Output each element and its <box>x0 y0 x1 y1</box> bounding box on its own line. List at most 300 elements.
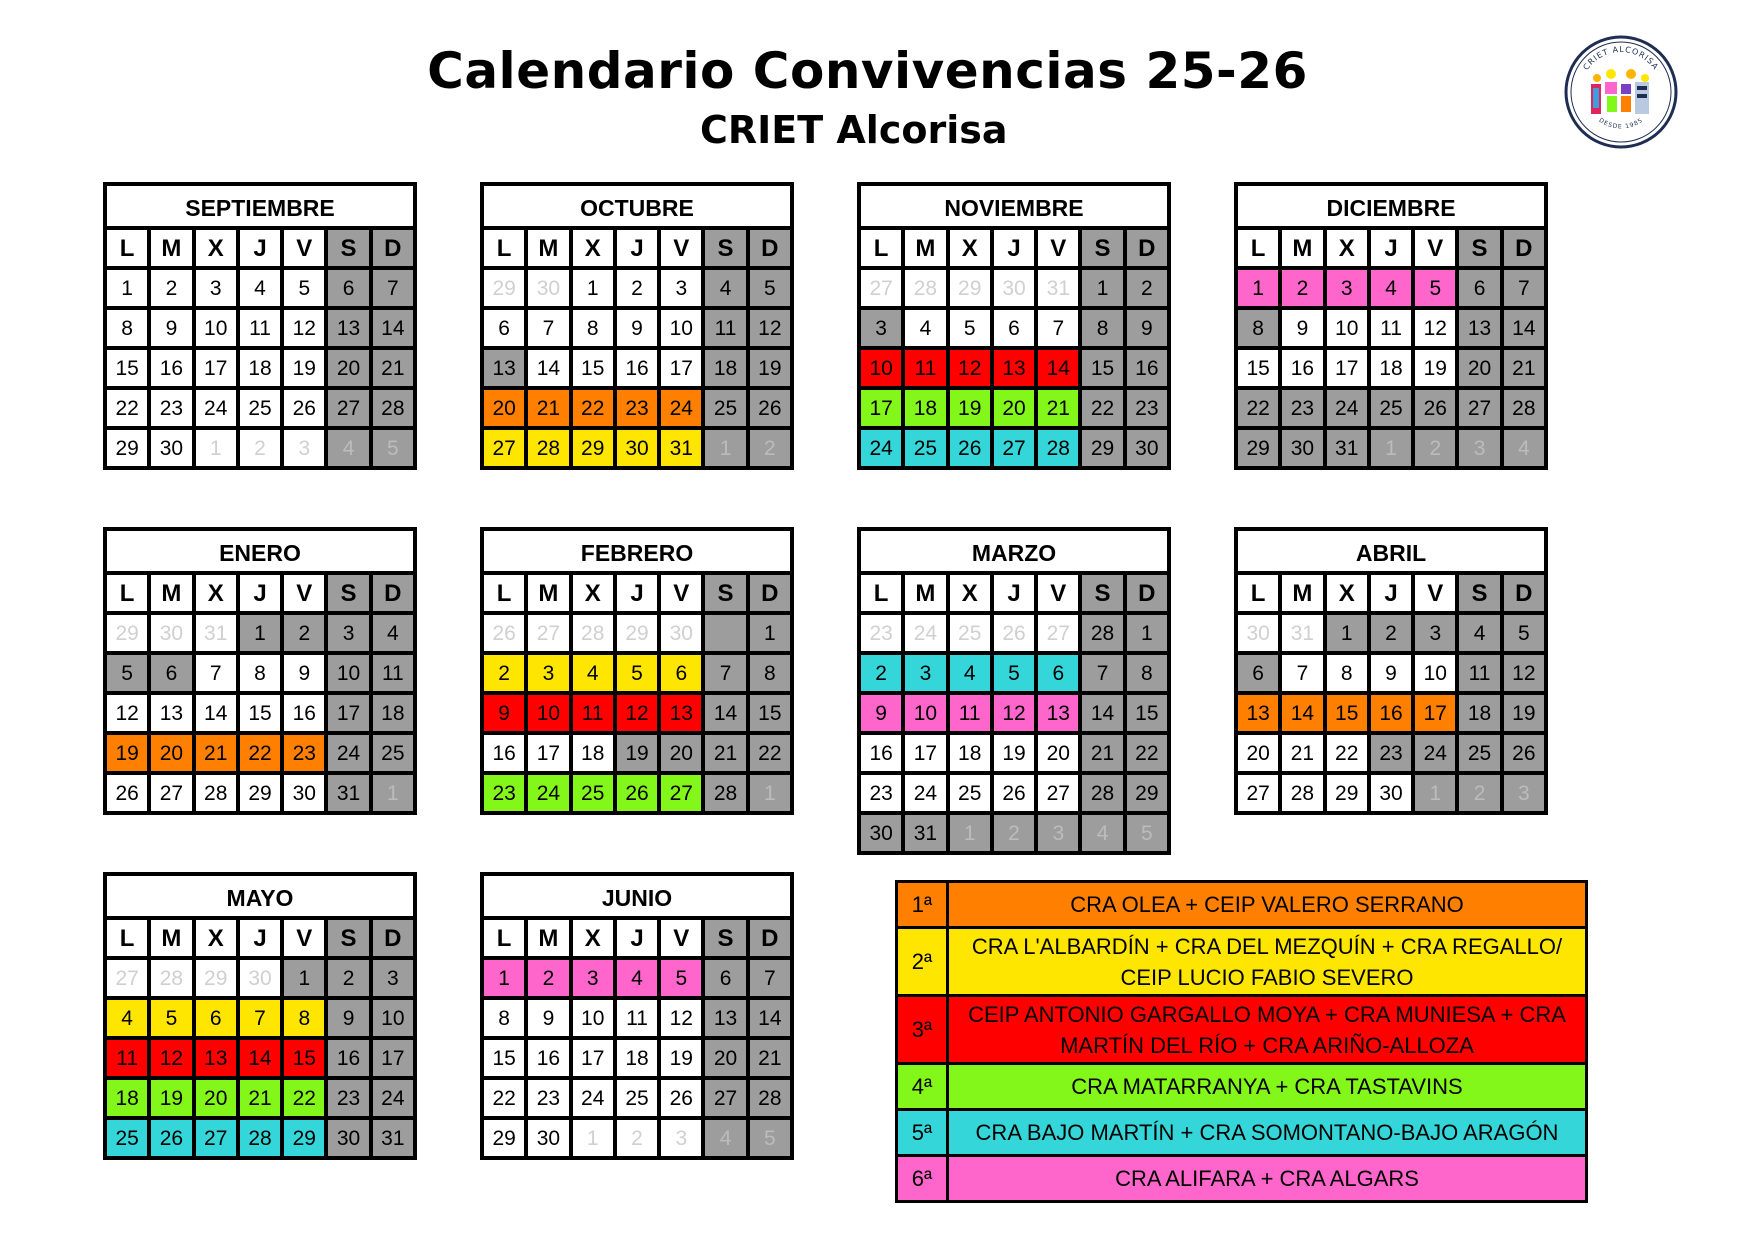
day-cell: 1 <box>373 775 413 811</box>
weekday-header: D <box>1504 230 1544 266</box>
day-cell: 1 <box>750 775 790 811</box>
day-cell: 11 <box>617 1000 657 1036</box>
weekday-header: D <box>373 920 413 956</box>
day-cell: 24 <box>661 390 701 426</box>
day-cell: 13 <box>196 1040 236 1076</box>
legend-text: CEIP ANTONIO GARGALLO MOYA + CRA MUNIESA + CRA MARTÍN DEL RÍO + CRA ARIÑO-ALLOZA <box>949 997 1585 1062</box>
day-cell: 31 <box>1282 615 1322 651</box>
day-cell: 11 <box>950 695 990 731</box>
day-cell: 3 <box>1038 815 1078 851</box>
month-grid <box>861 230 1167 466</box>
day-cell: 9 <box>1282 310 1322 346</box>
day-cell: 16 <box>861 735 901 771</box>
day-cell: 13 <box>705 1000 745 1036</box>
day-cell: 27 <box>994 430 1034 466</box>
day-cell: 4 <box>107 1000 147 1036</box>
day-cell: 28 <box>905 270 945 306</box>
weekday-header: J <box>617 575 657 611</box>
weekday-header: J <box>1371 575 1411 611</box>
day-cell: 20 <box>1238 735 1278 771</box>
day-cell: 25 <box>1371 390 1411 426</box>
day-cell: 26 <box>107 775 147 811</box>
month-name: ENERO <box>107 531 413 575</box>
day-cell: 13 <box>661 695 701 731</box>
month-grid <box>1238 575 1544 811</box>
day-cell: 11 <box>373 655 413 691</box>
day-cell: 26 <box>994 615 1034 651</box>
weekday-header: L <box>484 920 524 956</box>
day-cell: 27 <box>1038 615 1078 651</box>
month-calendar <box>103 872 417 1160</box>
day-cell: 2 <box>861 655 901 691</box>
month-name: OCTUBRE <box>484 186 790 230</box>
day-cell: 8 <box>750 655 790 691</box>
day-cell: 8 <box>1327 655 1367 691</box>
day-cell: 11 <box>107 1040 147 1076</box>
day-cell: 22 <box>107 390 147 426</box>
day-cell: 14 <box>373 310 413 346</box>
day-cell: 18 <box>950 735 990 771</box>
day-cell: 3 <box>661 270 701 306</box>
day-cell: 29 <box>484 1120 524 1156</box>
day-cell: 8 <box>107 310 147 346</box>
day-cell: 6 <box>151 655 191 691</box>
day-cell: 16 <box>1371 695 1411 731</box>
day-cell: 9 <box>528 1000 568 1036</box>
day-cell: 7 <box>1082 655 1122 691</box>
day-cell: 5 <box>950 310 990 346</box>
day-cell: 29 <box>284 1120 324 1156</box>
weekday-header: V <box>1038 230 1078 266</box>
day-cell: 19 <box>284 350 324 386</box>
day-cell: 29 <box>107 615 147 651</box>
day-cell: 3 <box>1327 270 1367 306</box>
weekday-header: D <box>1127 230 1167 266</box>
month-calendar <box>1234 527 1548 815</box>
day-cell: 11 <box>905 350 945 386</box>
day-cell: 14 <box>750 1000 790 1036</box>
day-cell: 22 <box>484 1080 524 1116</box>
day-cell: 25 <box>107 1120 147 1156</box>
day-cell: 21 <box>240 1080 280 1116</box>
day-cell: 5 <box>151 1000 191 1036</box>
weekday-header: M <box>528 575 568 611</box>
weekday-header: M <box>151 230 191 266</box>
day-cell: 14 <box>705 695 745 731</box>
day-cell: 1 <box>573 1120 613 1156</box>
day-cell: 30 <box>617 430 657 466</box>
day-cell: 29 <box>573 430 613 466</box>
day-cell: 20 <box>151 735 191 771</box>
day-cell: 30 <box>661 615 701 651</box>
day-cell: 3 <box>1459 430 1499 466</box>
month-calendar <box>480 527 794 815</box>
month-name: JUNIO <box>484 876 790 920</box>
day-cell: 24 <box>528 775 568 811</box>
month-grid <box>1238 230 1544 466</box>
weekday-header: S <box>1082 575 1122 611</box>
day-cell: 25 <box>950 615 990 651</box>
day-cell: 29 <box>484 270 524 306</box>
legend-text: CRA MATARRANYA + CRA TASTAVINS <box>949 1065 1585 1108</box>
day-cell: 29 <box>1127 775 1167 811</box>
day-cell: 2 <box>994 815 1034 851</box>
day-cell: 18 <box>573 735 613 771</box>
weekday-header: V <box>1038 575 1078 611</box>
day-cell: 10 <box>661 310 701 346</box>
month-name: SEPTIEMBRE <box>107 186 413 230</box>
day-cell: 5 <box>107 655 147 691</box>
day-cell: 27 <box>1459 390 1499 426</box>
day-cell: 30 <box>151 430 191 466</box>
weekday-header: S <box>705 920 745 956</box>
day-cell: 19 <box>950 390 990 426</box>
day-cell: 20 <box>994 390 1034 426</box>
day-cell: 25 <box>1459 735 1499 771</box>
day-cell: 13 <box>1459 310 1499 346</box>
day-cell: 23 <box>617 390 657 426</box>
day-cell: 16 <box>151 350 191 386</box>
day-cell: 10 <box>528 695 568 731</box>
weekday-header: X <box>573 230 613 266</box>
day-cell: 27 <box>661 775 701 811</box>
day-cell: 2 <box>1459 775 1499 811</box>
weekday-header: S <box>1459 230 1499 266</box>
day-cell: 16 <box>328 1040 368 1076</box>
day-cell: 27 <box>861 270 901 306</box>
day-cell: 28 <box>151 960 191 996</box>
legend-number: 5ª <box>898 1111 946 1154</box>
day-cell: 14 <box>1038 350 1078 386</box>
day-cell: 22 <box>1127 735 1167 771</box>
day-cell: 11 <box>1459 655 1499 691</box>
weekday-header: J <box>994 230 1034 266</box>
month-calendar <box>857 527 1171 855</box>
day-cell: 5 <box>284 270 324 306</box>
day-cell: 12 <box>750 310 790 346</box>
day-cell: 26 <box>661 1080 701 1116</box>
day-cell: 8 <box>1082 310 1122 346</box>
weekday-header: J <box>994 575 1034 611</box>
day-cell: 22 <box>1327 735 1367 771</box>
day-cell: 27 <box>107 960 147 996</box>
day-cell: 18 <box>240 350 280 386</box>
day-cell: 2 <box>750 430 790 466</box>
day-cell: 23 <box>528 1080 568 1116</box>
day-cell: 19 <box>151 1080 191 1116</box>
day-cell: 10 <box>861 350 901 386</box>
day-cell: 12 <box>107 695 147 731</box>
day-cell: 7 <box>1282 655 1322 691</box>
day-cell: 3 <box>284 430 324 466</box>
logo-text-top: CRIET ALCORISA <box>1581 44 1661 72</box>
day-cell: 26 <box>151 1120 191 1156</box>
month-grid <box>861 575 1167 851</box>
day-cell: 1 <box>1127 615 1167 651</box>
day-cell: 22 <box>284 1080 324 1116</box>
day-cell: 21 <box>705 735 745 771</box>
day-cell: 29 <box>107 430 147 466</box>
day-cell: 12 <box>151 1040 191 1076</box>
day-cell: 21 <box>1038 390 1078 426</box>
day-cell: 18 <box>705 350 745 386</box>
day-cell: 2 <box>1371 615 1411 651</box>
day-cell: 18 <box>1459 695 1499 731</box>
month-grid <box>107 920 413 1156</box>
day-cell: 17 <box>196 350 236 386</box>
weekday-header: X <box>950 230 990 266</box>
day-cell: 2 <box>1282 270 1322 306</box>
day-cell: 1 <box>950 815 990 851</box>
day-cell: 21 <box>373 350 413 386</box>
day-cell: 15 <box>484 1040 524 1076</box>
day-cell: 7 <box>1504 270 1544 306</box>
weekday-header: L <box>861 230 901 266</box>
day-cell: 15 <box>573 350 613 386</box>
day-cell: 1 <box>750 615 790 651</box>
day-cell: 16 <box>484 735 524 771</box>
weekday-header: X <box>950 575 990 611</box>
day-cell: 23 <box>151 390 191 426</box>
month-name: FEBRERO <box>484 531 790 575</box>
day-cell: 3 <box>1415 615 1455 651</box>
day-cell: 28 <box>1504 390 1544 426</box>
day-cell: 8 <box>240 655 280 691</box>
day-cell: 11 <box>240 310 280 346</box>
day-cell: 2 <box>151 270 191 306</box>
day-cell: 1 <box>240 615 280 651</box>
day-cell: 14 <box>240 1040 280 1076</box>
day-cell: 23 <box>1127 390 1167 426</box>
weekday-header: V <box>284 920 324 956</box>
weekday-header: J <box>240 230 280 266</box>
weekday-header: S <box>705 230 745 266</box>
day-cell: 30 <box>528 270 568 306</box>
day-cell: 7 <box>373 270 413 306</box>
day-cell: 22 <box>1082 390 1122 426</box>
day-cell: 9 <box>484 695 524 731</box>
day-cell: 31 <box>328 775 368 811</box>
day-cell: 15 <box>240 695 280 731</box>
legend-text: CRA OLEA + CEIP VALERO SERRANO <box>949 883 1585 926</box>
day-cell: 22 <box>1238 390 1278 426</box>
day-cell: 8 <box>284 1000 324 1036</box>
month-calendar <box>1234 182 1548 470</box>
day-cell: 13 <box>151 695 191 731</box>
day-cell: 27 <box>528 615 568 651</box>
day-cell: 2 <box>484 655 524 691</box>
day-cell: 29 <box>950 270 990 306</box>
weekday-header: M <box>905 575 945 611</box>
day-cell: 29 <box>617 615 657 651</box>
day-cell: 30 <box>1371 775 1411 811</box>
weekday-header: M <box>1282 230 1322 266</box>
day-cell: 5 <box>994 655 1034 691</box>
weekday-header: D <box>373 230 413 266</box>
legend-number: 2ª <box>898 929 946 994</box>
day-cell: 28 <box>1282 775 1322 811</box>
day-cell: 26 <box>1415 390 1455 426</box>
day-cell: 9 <box>328 1000 368 1036</box>
day-cell: 19 <box>1504 695 1544 731</box>
weekday-header: X <box>573 575 613 611</box>
month-name: DICIEMBRE <box>1238 186 1544 230</box>
day-cell: 20 <box>484 390 524 426</box>
day-cell: 21 <box>1282 735 1322 771</box>
day-cell: 5 <box>750 1120 790 1156</box>
day-cell: 26 <box>617 775 657 811</box>
day-cell: 28 <box>240 1120 280 1156</box>
day-cell: 19 <box>107 735 147 771</box>
day-cell: 12 <box>284 310 324 346</box>
day-cell: 16 <box>528 1040 568 1076</box>
day-cell: 19 <box>617 735 657 771</box>
day-cell: 30 <box>528 1120 568 1156</box>
weekday-header: M <box>905 230 945 266</box>
day-cell: 1 <box>484 960 524 996</box>
day-cell: 4 <box>328 430 368 466</box>
day-cell: 23 <box>484 775 524 811</box>
day-cell: 28 <box>1082 775 1122 811</box>
weekday-header: X <box>1327 575 1367 611</box>
weekday-header: S <box>1459 575 1499 611</box>
day-cell: 17 <box>905 735 945 771</box>
month-calendar <box>857 182 1171 470</box>
day-cell: 9 <box>151 310 191 346</box>
day-cell: 18 <box>373 695 413 731</box>
day-cell: 2 <box>1127 270 1167 306</box>
day-cell: 20 <box>705 1040 745 1076</box>
day-cell: 17 <box>573 1040 613 1076</box>
day-cell: 7 <box>528 310 568 346</box>
day-cell: 10 <box>573 1000 613 1036</box>
day-cell: 20 <box>196 1080 236 1116</box>
legend-number: 3ª <box>898 997 946 1062</box>
day-cell: 12 <box>994 695 1034 731</box>
day-cell: 27 <box>328 390 368 426</box>
day-cell: 4 <box>1504 430 1544 466</box>
day-cell: 5 <box>1504 615 1544 651</box>
weekday-header: V <box>284 575 324 611</box>
day-cell: 8 <box>573 310 613 346</box>
day-cell: 17 <box>1415 695 1455 731</box>
day-cell: 18 <box>107 1080 147 1116</box>
day-cell: 20 <box>328 350 368 386</box>
day-cell: 6 <box>328 270 368 306</box>
weekday-header: S <box>328 920 368 956</box>
day-cell: 30 <box>1238 615 1278 651</box>
day-cell: 15 <box>1238 350 1278 386</box>
weekday-header: S <box>705 575 745 611</box>
day-cell <box>705 615 745 651</box>
day-cell: 30 <box>861 815 901 851</box>
day-cell: 10 <box>328 655 368 691</box>
weekday-header: L <box>107 230 147 266</box>
day-cell: 2 <box>617 1120 657 1156</box>
day-cell: 12 <box>1415 310 1455 346</box>
day-cell: 13 <box>328 310 368 346</box>
day-cell: 22 <box>750 735 790 771</box>
day-cell: 21 <box>1082 735 1122 771</box>
day-cell: 25 <box>905 430 945 466</box>
day-cell: 2 <box>617 270 657 306</box>
day-cell: 24 <box>328 735 368 771</box>
day-cell: 10 <box>1327 310 1367 346</box>
month-calendar <box>480 872 794 1160</box>
day-cell: 4 <box>1371 270 1411 306</box>
day-cell: 4 <box>705 1120 745 1156</box>
day-cell: 26 <box>1504 735 1544 771</box>
day-cell: 3 <box>1504 775 1544 811</box>
day-cell: 28 <box>750 1080 790 1116</box>
day-cell: 29 <box>1082 430 1122 466</box>
weekday-header: M <box>1282 575 1322 611</box>
weekday-header: X <box>573 920 613 956</box>
day-cell: 7 <box>1038 310 1078 346</box>
day-cell: 24 <box>861 430 901 466</box>
day-cell: 28 <box>705 775 745 811</box>
day-cell: 4 <box>373 615 413 651</box>
day-cell: 20 <box>1038 735 1078 771</box>
month-name: ABRIL <box>1238 531 1544 575</box>
day-cell: 4 <box>705 270 745 306</box>
day-cell: 12 <box>1504 655 1544 691</box>
day-cell: 4 <box>950 655 990 691</box>
month-name: MARZO <box>861 531 1167 575</box>
day-cell: 15 <box>284 1040 324 1076</box>
day-cell: 17 <box>661 350 701 386</box>
day-cell: 30 <box>994 270 1034 306</box>
day-cell: 19 <box>661 1040 701 1076</box>
day-cell: 3 <box>905 655 945 691</box>
day-cell: 2 <box>284 615 324 651</box>
weekday-header: M <box>528 920 568 956</box>
day-cell: 29 <box>1327 775 1367 811</box>
day-cell: 2 <box>240 430 280 466</box>
day-cell: 15 <box>1127 695 1167 731</box>
day-cell: 12 <box>617 695 657 731</box>
day-cell: 11 <box>573 695 613 731</box>
day-cell: 27 <box>1038 775 1078 811</box>
weekday-header: L <box>861 575 901 611</box>
day-cell: 17 <box>1327 350 1367 386</box>
day-cell: 31 <box>373 1120 413 1156</box>
month-name: MAYO <box>107 876 413 920</box>
day-cell: 15 <box>107 350 147 386</box>
group-legend <box>895 880 1588 1203</box>
criet-logo <box>1563 34 1679 150</box>
day-cell: 9 <box>1127 310 1167 346</box>
day-cell: 13 <box>1038 695 1078 731</box>
day-cell: 26 <box>750 390 790 426</box>
day-cell: 5 <box>617 655 657 691</box>
day-cell: 1 <box>1415 775 1455 811</box>
weekday-header: V <box>1415 575 1455 611</box>
month-calendar <box>103 527 417 815</box>
weekday-header: D <box>750 230 790 266</box>
month-grid <box>484 575 790 811</box>
day-cell: 23 <box>1371 735 1411 771</box>
day-cell: 16 <box>1127 350 1167 386</box>
day-cell: 10 <box>196 310 236 346</box>
day-cell: 24 <box>905 775 945 811</box>
day-cell: 21 <box>196 735 236 771</box>
day-cell: 4 <box>1082 815 1122 851</box>
legend-number: 1ª <box>898 883 946 926</box>
day-cell: 20 <box>661 735 701 771</box>
day-cell: 28 <box>1082 615 1122 651</box>
month-grid <box>107 230 413 466</box>
